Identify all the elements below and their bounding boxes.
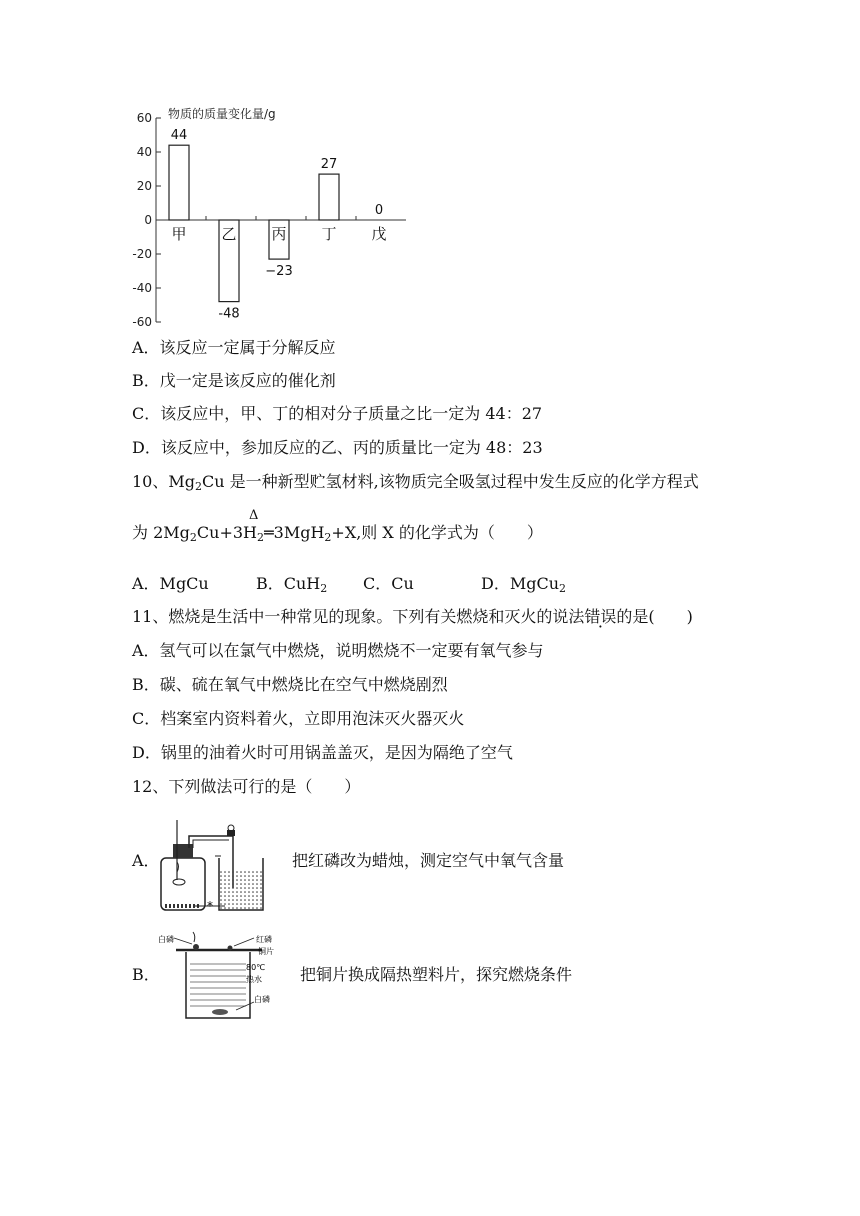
mass-change-chart <box>128 104 428 334</box>
fig-label-white-phosphorus-bottom: 白磷 <box>254 995 270 1004</box>
x-category-label: 戊 <box>371 225 387 243</box>
q10-stem: 10、$Mg_2Cu$ 是一种新型贮氢材料,该物质完全吸氢过程中发生反应的化学方程式 <box>132 472 699 493</box>
x-category-label: 乙 <box>221 225 237 243</box>
q11-option-a: A．氢气可以在氯气中燃烧，说明燃烧不一定要有氧气参与 <box>132 641 544 660</box>
y-tick-label: 20 <box>136 179 152 193</box>
q11-option-b: B．碳、硫在氧气中燃烧比在空气中燃烧剧烈 <box>132 675 448 694</box>
red-phosphorus-apparatus-figure <box>155 818 285 918</box>
q9-option-b: B．戊一定是该反应的催化剂 <box>132 371 336 390</box>
q9-option-a: A．该反应一定属于分解反应 <box>132 338 336 357</box>
bar <box>319 174 339 220</box>
y-tick-label: -20 <box>132 247 152 261</box>
emphasis-word: 错误 <box>584 607 617 626</box>
q12-option-b-label: B． <box>132 965 160 984</box>
y-tick-label: -40 <box>132 281 152 295</box>
q10-option-b: B．CuH$_2$ <box>256 574 328 595</box>
q12-option-b-text: 把铜片换成隔热塑料片，探究燃烧条件 <box>300 965 573 984</box>
y-tick-label: 0 <box>144 213 152 227</box>
y-tick-label: -60 <box>132 315 152 329</box>
q10-option-c: C．Cu <box>363 574 414 593</box>
data-label: 44 <box>170 128 188 144</box>
data-label: −23 <box>265 264 293 280</box>
q10-options <box>132 573 566 595</box>
fig-label-temperature: 80℃ <box>246 963 266 972</box>
q10-option-a: A．MgCu <box>132 574 209 593</box>
fig-label-copper-plate: 铜片 <box>258 947 274 956</box>
q10-equation: 为 $2Mg_2Cu+3H_2═3MgH_2+X$,则 X 的化学式为（ ） <box>132 523 543 544</box>
q12-stem: 12、下列做法可行的是（ ） <box>132 777 361 796</box>
q11-stem: 11、燃烧是生活中一种常见的现象。下列有关燃烧和灭火的说法错误的是( ) <box>132 607 693 626</box>
svg-text:*: * <box>207 899 213 913</box>
q11-option-d: D．锅里的油着火时可用锅盖盖灭，是因为隔绝了空气 <box>132 743 513 762</box>
q9-option-d: D．该反应中，参加反应的乙、丙的质量比一定为 48：23 <box>132 438 543 457</box>
bar <box>169 145 189 220</box>
data-label: 27 <box>320 157 338 173</box>
data-label: -48 <box>218 306 240 322</box>
x-category-label: 丙 <box>271 225 287 243</box>
fig-label-white-phosphorus-top: 白磷 <box>158 935 174 944</box>
q9-option-c: C．该反应中，甲、丁的相对分子质量之比一定为 44：27 <box>132 404 543 423</box>
data-label: 0 <box>374 203 384 218</box>
y-tick-label: 40 <box>136 145 152 159</box>
q12-option-a-label: A． <box>132 851 160 870</box>
q10-option-d: D．MgCu$_2$ <box>481 574 567 595</box>
heat-symbol: Δ <box>249 508 259 523</box>
combustion-condition-figure <box>150 930 300 1022</box>
x-category-label: 丁 <box>321 225 337 243</box>
y-axis-label: 物质的质量变化量/g <box>168 107 276 121</box>
fig-label-hot-water: 热水 <box>246 975 262 984</box>
q11-option-c: C．档案室内资料着火，立即用泡沫灭火器灭火 <box>132 709 465 728</box>
x-category-label: 甲 <box>171 225 187 243</box>
fig-label-red-phosphorus: 红磷 <box>256 935 272 944</box>
y-tick-label: 60 <box>136 111 152 125</box>
q12-option-a-text: 把红磷改为蜡烛，测定空气中氧气含量 <box>292 851 565 870</box>
